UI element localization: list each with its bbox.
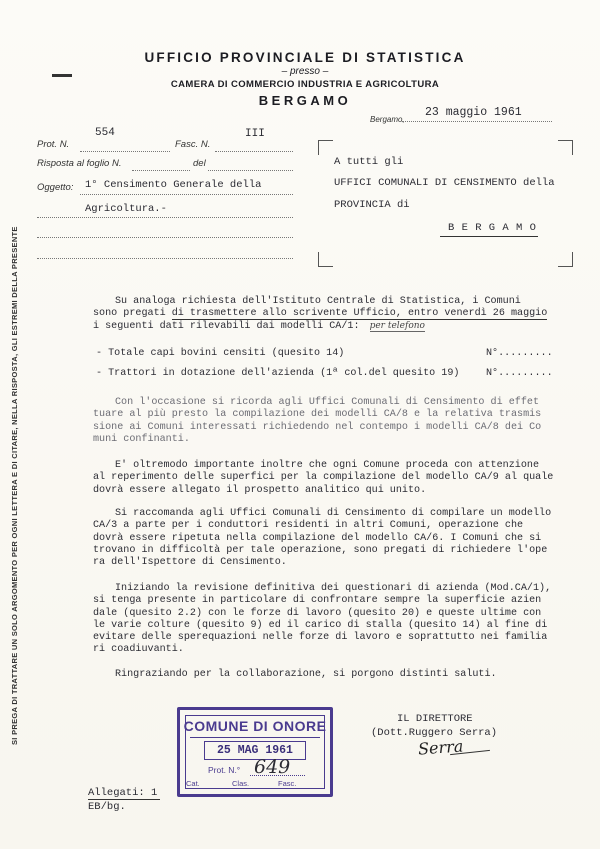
risposta-line <box>132 170 190 171</box>
stamp-prot-label: Prot. N.° <box>208 765 241 775</box>
body-p5-line: le varie colture (quesito 9) ed il carico di stalla (quesito 14) al fine di <box>93 619 548 631</box>
corner-tr <box>558 140 573 155</box>
body-p3-line: dovrà essere allegato il prospetto analitico qui unito. <box>93 484 427 496</box>
fasc-line <box>215 151 293 152</box>
body-p1-line2-pre: sono pregati <box>93 308 172 319</box>
corner-bl <box>318 252 333 267</box>
body-p2-line: tuare al più presto la compilazione dei modelli CA/8 e la relativa trasmis <box>93 409 542 421</box>
signature-role: IL DIRETTORE <box>397 713 473 725</box>
body-p4-line: CA/3 a parte per i conduttori residenti in altri Comuni, operazione che <box>93 520 524 532</box>
body-p5-line: ri coadiuvanti. <box>93 644 184 656</box>
chamber-name: CAMERA DI COMMERCIO INDUSTRIA E AGRICOLTURA <box>170 79 440 90</box>
oggetto-line2: Agricoltura.- <box>85 203 167 215</box>
body-p1-line3 <box>93 320 425 333</box>
oggetto-rule1 <box>80 194 293 195</box>
allegati: Allegati: 1 <box>88 787 158 799</box>
stamp-title: COMUNE DI ONORE <box>183 718 327 734</box>
body-p4-line: dovrà essere ripetuta nella compilazione del modello CA/6. I Comuni che si <box>93 532 542 544</box>
corner-tl <box>318 140 333 155</box>
oggetto-rule2 <box>37 217 293 218</box>
body-p3 <box>93 460 563 497</box>
body-p1-line2 <box>93 308 568 320</box>
corner-br <box>558 252 573 267</box>
body-p4 <box>93 508 563 569</box>
signature-name: (Dott.Ruggero Serra) <box>371 727 498 739</box>
stamp-cat: Cat. <box>186 779 200 788</box>
header-dash <box>52 74 72 77</box>
initials: EB/bg. <box>88 801 126 813</box>
oggetto-rule3 <box>37 237 293 238</box>
body-p4-line: Si raccomanda agli Uffici Comunali di Censimento di compilare un modello <box>115 508 552 519</box>
body-p4-line: ra dell'Ispettore di Censimento. <box>93 557 287 569</box>
recipient-city: B E R G A M O <box>448 222 537 234</box>
fasc-label: Fasc. N. <box>175 139 211 150</box>
oggetto-label: Oggetto: <box>37 182 74 193</box>
body-p3-line: al reperimento delle superfici per la compilazione del modello CA/9 al quale <box>93 472 554 484</box>
item-trattori-no: N°......... <box>486 368 553 379</box>
office-city: BERGAMO <box>258 93 352 108</box>
body-p5-line: evitare delle sperequazioni nelle forze di lavoro e soprattutto nei familia <box>93 632 548 644</box>
body-p2 <box>93 397 563 446</box>
oggetto-rule4 <box>37 258 293 259</box>
body-p1-deadline: di trasmettere allo scrivente Ufficio, entro venerdì 26 maggio <box>171 308 548 319</box>
body-p1-line1: Su analoga richiesta dell'Istituto Centrale di Statistica, i Comuni <box>115 296 521 307</box>
item-bovini-no: N°......... <box>486 348 553 359</box>
prot-label: Prot. N. <box>37 139 70 150</box>
body-p2-line: sione ai Comuni interessati richiedendo nel contempo i modelli CA/8 dei Co <box>93 421 542 433</box>
body-p2-line: Con l'occasione si ricorda agli Uffici Comunali di Censimento di effet <box>115 397 540 408</box>
office-title: UFFICIO PROVINCIALE DI STATISTICA <box>144 50 466 65</box>
letter-date: 23 maggio 1961 <box>425 106 522 119</box>
body-p2-line: muni confinanti. <box>93 433 190 445</box>
allegati-underline <box>88 799 160 800</box>
municipal-stamp <box>177 707 333 797</box>
risposta-label: Risposta al foglio N. <box>37 158 122 169</box>
oggetto-line1: 1° Censimento Generale della <box>85 179 262 191</box>
body-p5 <box>93 583 563 657</box>
body-p4-line: trovano in difficoltà per tale operazione, sono pregati di richiedere l'ope <box>93 544 548 556</box>
body-p5-line: si tenga presente in particolare di confrontare sempre la superficie azien <box>93 595 542 607</box>
handwritten-note: per telefono <box>369 321 425 331</box>
stamp-prot-line <box>250 775 305 776</box>
stamp-clas: Clas. <box>232 779 250 788</box>
office-presso: – presso – <box>281 66 329 77</box>
body-closing: Ringraziando per la collaborazione, si porgono distinti saluti. <box>115 669 497 680</box>
recipient-line2: UFFICI COMUNALI DI CENSIMENTO della <box>334 177 555 189</box>
del-line <box>208 170 293 171</box>
body-p3-line: E' oltremodo importante inoltre che ogni Comune proceda con attenzione <box>115 460 540 471</box>
stamp-fasc: Fasc. <box>278 779 297 788</box>
del-label: del <box>193 158 206 169</box>
date-place: Bergamo, <box>370 115 405 124</box>
item-bovini: - Totale capi bovini censiti (quesito 14) <box>96 348 345 359</box>
body-p5-line: dale (quesito 2.2) con le forze di lavoro (quesito 20) e queste ultime con <box>93 607 542 619</box>
fasc-value: III <box>245 128 265 140</box>
stamp-rule <box>190 737 320 738</box>
signature-scrawl: Serra <box>417 736 464 759</box>
body-p1-line3-text: i seguenti dati rilevabili dai modelli CA/1: <box>93 321 360 332</box>
item-trattori: - Trattori in dotazione dell'azienda (1ª col.del quesito 19) <box>96 368 460 379</box>
recipient-city-underline <box>440 236 538 237</box>
date-line <box>402 121 552 122</box>
recipient-line3: PROVINCIA di <box>334 199 410 211</box>
body-p5-line: Iniziando la revisione definitiva dei questionari di azienda (Mod.CA/1), <box>115 583 552 594</box>
stamp-prot-value: 649 <box>254 756 291 778</box>
recipient-line1: A tutti gli <box>334 156 404 168</box>
prot-line <box>80 151 170 152</box>
prot-value: 554 <box>95 127 115 139</box>
stamp-date: 25 MAG 1961 <box>204 741 306 760</box>
margin-instruction: SI PREGA DI TRATTARE UN SOLO ARGOMENTO PER OGNI LETTERA E DI CITARE, NELLA RISPOSTA, GLI ESTREMI DELLA PRESENTE <box>10 226 19 745</box>
